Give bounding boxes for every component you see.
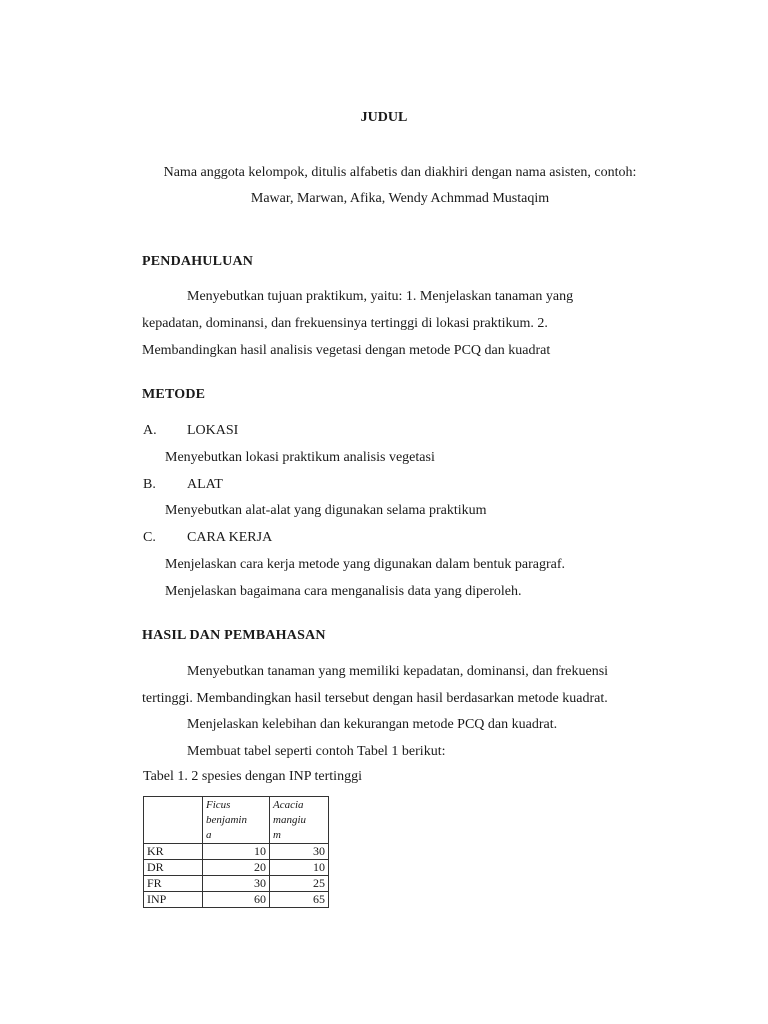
- authors-line-1: Nama anggota kelompok, ditulis alfabetis dan diakhiri dengan nama asisten, contoh:: [163, 165, 637, 180]
- metode-item-a-desc: Menyebutkan lokasi praktikum analisis vegetasi: [165, 450, 435, 465]
- metode-item-b-letter: B.: [143, 477, 156, 492]
- cell-acacia: 30: [270, 844, 329, 860]
- hasil-line-2: tertinggi. Membandingkan hasil tersebut dengan hasil berdasarkan metode kuadrat.: [142, 691, 608, 706]
- metode-item-c-letter: C.: [143, 530, 156, 545]
- metode-item-b-label: ALAT: [187, 477, 223, 492]
- authors-line-2: Mawar, Marwan, Afika, Wendy Achmmad Mustaqim: [250, 191, 550, 206]
- cell-acacia: 10: [270, 860, 329, 876]
- metode-item-a-letter: A.: [143, 423, 157, 438]
- row-label: DR: [144, 860, 203, 876]
- table-row: [144, 892, 329, 908]
- pendahuluan-line-2: kepadatan, dominansi, dan frekuensinya tertinggi di lokasi praktikum. 2.: [142, 316, 548, 331]
- hasil-line-3: Menjelaskan kelebihan dan kekurangan metode PCQ dan kuadrat.: [187, 717, 558, 732]
- header-acacia-line-2: mangiu: [273, 814, 306, 826]
- cell-acacia: 65: [270, 892, 329, 908]
- header-acacia-mangium: [270, 797, 329, 844]
- metode-item-c-label: CARA KERJA: [187, 530, 273, 545]
- cell-ficus: 60: [203, 892, 270, 908]
- cell-ficus: 30: [203, 876, 270, 892]
- hasil-line-4: Membuat tabel seperti contoh Tabel 1 berikut:: [187, 744, 446, 759]
- pendahuluan-heading: PENDAHULUAN: [142, 254, 254, 269]
- header-corner-cell: [144, 797, 203, 844]
- row-label: FR: [144, 876, 203, 892]
- header-acacia-line-3: m: [273, 829, 281, 841]
- row-label: KR: [144, 844, 203, 860]
- table-row: [144, 876, 329, 892]
- header-ficus-line-1: Ficus: [206, 799, 231, 811]
- metode-item-b-desc: Menyebutkan alat-alat yang digunakan selama praktikum: [165, 503, 487, 518]
- table-row: [144, 860, 329, 876]
- header-ficus-line-2: benjamin: [206, 814, 247, 826]
- header-ficus-benjamina: [203, 797, 270, 844]
- metode-item-a-label: LOKASI: [187, 423, 239, 438]
- table-row: [144, 844, 329, 860]
- metode-item-c-desc: Menjelaskan cara kerja metode yang digunakan dalam bentuk paragraf.: [165, 557, 565, 572]
- hasil-heading: HASIL DAN PEMBAHASAN: [142, 628, 326, 643]
- cell-ficus: 10: [203, 844, 270, 860]
- cell-ficus: 20: [203, 860, 270, 876]
- table-header-row: [144, 797, 329, 844]
- document-title: JUDUL: [360, 110, 408, 125]
- metode-item-c-desc-2: Menjelaskan bagaimana cara menganalisis data yang diperoleh.: [165, 584, 522, 599]
- header-ficus-line-3: a: [206, 829, 212, 841]
- pendahuluan-line-1: Menyebutkan tujuan praktikum, yaitu: 1. Menjelaskan tanaman yang: [187, 289, 574, 304]
- hasil-line-1: Menyebutkan tanaman yang memiliki kepadatan, dominansi, dan frekuensi: [187, 664, 609, 679]
- pendahuluan-line-3: Membandingkan hasil analisis vegetasi dengan metode PCQ dan kuadrat: [142, 343, 551, 358]
- metode-heading: METODE: [142, 387, 206, 402]
- inp-table: [143, 796, 329, 908]
- cell-acacia: 25: [270, 876, 329, 892]
- table-caption: Tabel 1. 2 spesies dengan INP tertinggi: [143, 769, 362, 784]
- header-acacia-line-1: Acacia: [273, 799, 304, 811]
- row-label: INP: [144, 892, 203, 908]
